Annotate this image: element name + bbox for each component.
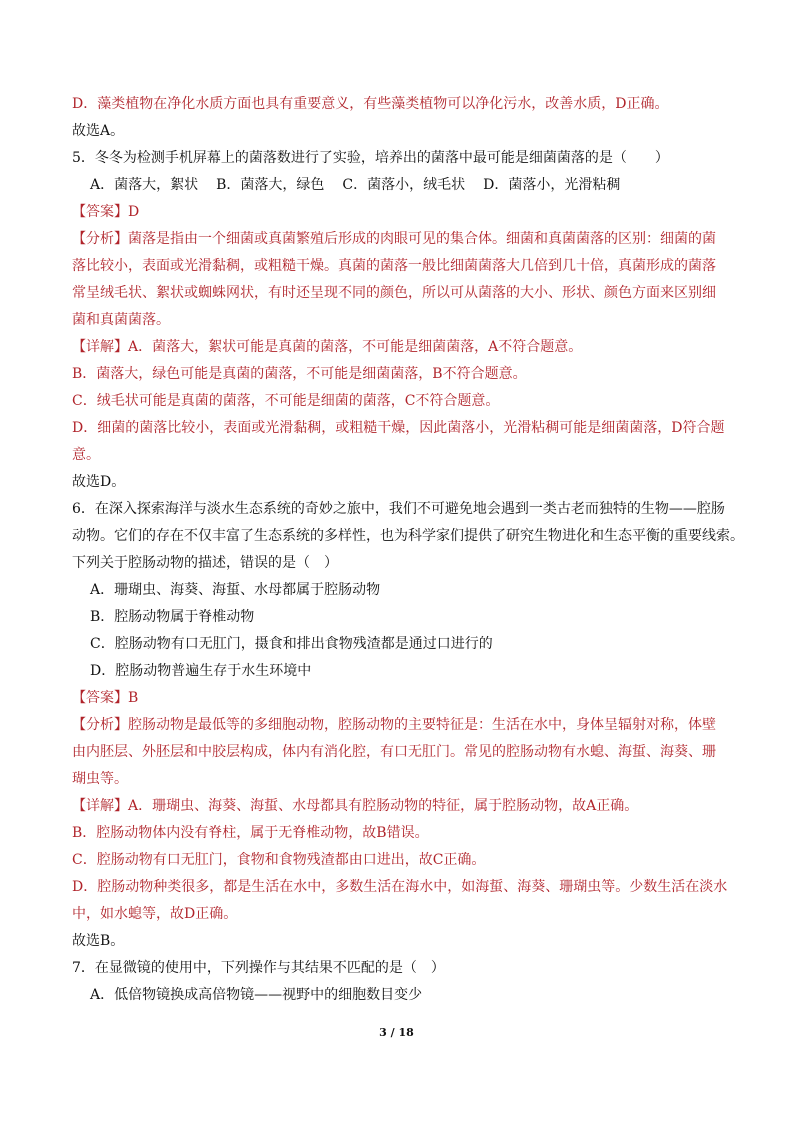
text-line: B．腔肠动物体内没有脊柱，属于无脊椎动物，故B错误。: [72, 825, 429, 841]
text-line: D．细菌的菌落比较小，表面或光滑黏稠，或粗糙干燥，因此菌落小，光滑粘稠可能是细菌菌落，D符合题: [72, 420, 725, 436]
text-line: 【详解】A．菌落大，絮状可能是真菌的菌落，不可能是细菌菌落，A不符合题意。: [72, 339, 583, 355]
text-line: 由内胚层、外胚层和中胶层构成，体内有消化腔，有口无肛门。常见的腔肠动物有水螅、海蜇、海葵、珊: [72, 744, 716, 760]
text-line: 下列关于腔肠动物的描述，错误的是（ ）: [72, 555, 338, 571]
text-line: C．腔肠动物有口无肛门，摄食和排出食物残渣都是通过口进行的: [90, 636, 493, 652]
text-line: 【详解】A．珊瑚虫、海葵、海蜇、水母都具有腔肠动物的特征，属于腔肠动物，故A正确。: [72, 798, 639, 814]
option-a: A．菌落大，絮状: [90, 177, 199, 193]
text-line: 5．冬冬为检测手机屏幕上的菌落数进行了实验，培养出的菌落中最可能是细菌菌落的是（ ）: [72, 150, 669, 166]
text-line: 【分析】菌落是指由一个细菌或真菌繁殖后形成的肉眼可见的集合体。细菌和真菌菌落的区别：细菌的菌: [72, 231, 716, 247]
text-line: 常呈绒毛状、絮状或蜘蛛网状，有时还呈现不同的颜色，所以可从菌落的大小、形状、颜色方面来区别细: [72, 285, 716, 301]
text-line: 故选D。: [72, 474, 126, 490]
text-line: C．绒毛状可能是真菌的菌落，不可能是细菌的菌落，C不符合题意。: [72, 393, 500, 409]
text-line: 动物。它们的存在不仅丰富了生态系统的多样性，也为科学家们提供了研究生物进化和生态平衡的重要线索。: [72, 528, 744, 544]
text-line: 7．在显微镜的使用中，下列操作与其结果不匹配的是（ ）: [72, 960, 445, 976]
text-line: 意。: [72, 447, 100, 463]
text-line: D．腔肠动物普遍生存于水生环境中: [90, 663, 312, 679]
text-line: D．腔肠动物种类很多，都是生活在水中，多数生活在海水中，如海蜇、海葵、珊瑚虫等。少数生活在淡水: [72, 879, 728, 895]
option-c: C．菌落小，绒毛状: [342, 177, 466, 193]
text-line: A．珊瑚虫、海葵、海蜇、水母都属于腔肠动物: [90, 582, 381, 598]
text-line: A．低倍物镜换成高倍物镜——视野中的细胞数目变少: [90, 987, 423, 1003]
text-line: B．菌落大，绿色可能是真菌的菌落，不可能是细菌菌落，B不符合题意。: [72, 366, 527, 382]
text-line: 瑚虫等。: [72, 771, 128, 787]
text-line: 菌和真菌菌落。: [72, 312, 170, 328]
option-d: D．菌落小，光滑粘稠: [483, 177, 621, 193]
text-line: D．藻类植物在净化水质方面也具有重要意义，有些藻类植物可以净化污水，改善水质，D正确。: [72, 96, 669, 112]
q5-options-row: [90, 175, 750, 195]
text-line: 落比较小，表面或光滑黏稠，或粗糙干燥。真菌的菌落一般比细菌菌落大几倍到几十倍，真菌形成的菌落: [72, 258, 716, 274]
text-line: 【答案】D: [72, 204, 140, 220]
text-line: 6．在深入探索海洋与淡水生态系统的奇妙之旅中，我们不可避免地会遇到一类古老而独特的生物——腔肠: [72, 501, 725, 517]
option-b: B．菌落大，绿色: [216, 177, 325, 193]
text-line: C．腔肠动物有口无肛门，食物和食物残渣都由口进出，故C正确。: [72, 852, 486, 868]
text-line: 中，如水螅等，故D正确。: [72, 906, 238, 922]
text-line: 故选B。: [72, 933, 125, 949]
page-number: 3 / 18: [379, 1026, 414, 1039]
text-line: 【答案】B: [72, 690, 139, 706]
text-line: 【分析】腔肠动物是最低等的多细胞动物，腔肠动物的主要特征是：生活在水中，身体呈辐射对称，体壁: [72, 717, 716, 733]
text-line: B．腔肠动物属于脊椎动物: [90, 609, 255, 625]
text-line: 故选A。: [72, 123, 125, 139]
